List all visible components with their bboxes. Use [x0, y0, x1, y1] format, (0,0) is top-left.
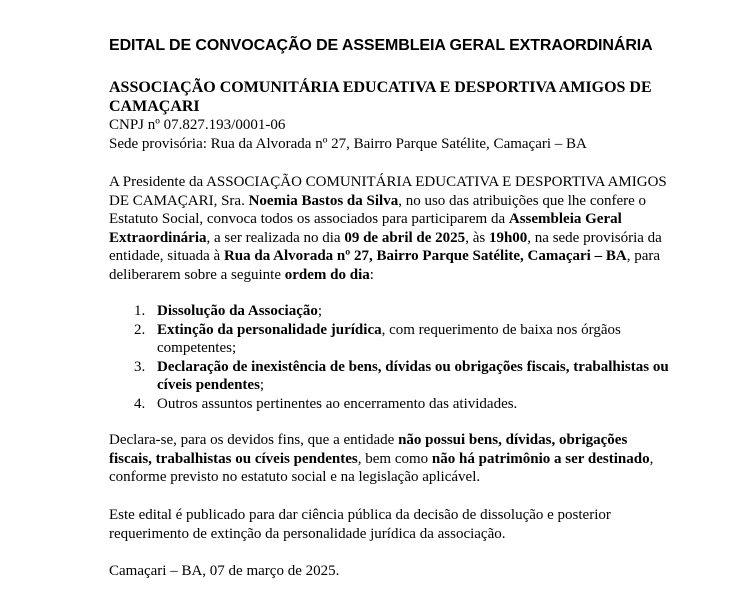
intro-text: A Presidente da ASSOCIAÇÃO COMUNITÁRIA EDUCATIVA E DESPORTIVA AMIGOS DE CAMAÇARI, Sra.	[109, 174, 667, 209]
list-item-number: 3.	[134, 358, 146, 375]
list-item-bold: Declaração de inexistência de bens, dívidas ou obrigações fiscais, trabalhistas ou cíveis pendentes	[157, 358, 669, 393]
assembly-name: Assembleia Geral Extraordinária	[109, 211, 622, 246]
list-item-bold: Dissolução da Associação	[157, 303, 318, 319]
meeting-date: 09 de abril de 2025	[344, 229, 466, 246]
declaration-bold: não possui bens, dívidas, obrigações fiscais, trabalhistas ou cíveis pendentes	[109, 432, 628, 467]
list-item	[109, 321, 669, 358]
agenda-label: ordem do dia	[284, 266, 370, 283]
list-item	[109, 302, 669, 321]
organization-header	[109, 79, 669, 153]
intro-text: , para deliberarem sobre a seguinte	[109, 248, 661, 283]
intro-text: , a ser realizada no dia	[206, 229, 345, 246]
declaration-paragraph	[109, 431, 669, 487]
declaration-text: , bem como	[357, 450, 432, 467]
president-name: Noemia Bastos da Silva	[248, 192, 399, 209]
list-item-number: 2.	[134, 321, 146, 338]
list-item	[109, 358, 669, 395]
list-item-text: , com requerimento de baixa nos órgãos competentes;	[157, 321, 621, 356]
intro-paragraph	[109, 173, 669, 284]
closing-date: Camaçari – BA, 07 de março de 2025.	[109, 563, 340, 579]
organization-cnpj: CNPJ nº 07.827.193/0001-06	[109, 117, 286, 133]
meeting-place: Rua da Alvorada nº 27, Bairro Parque Satélite, Camaçari – BA	[223, 248, 627, 264]
declaration-text: , conforme previsto no estatuto social e na legislação aplicável.	[109, 450, 654, 485]
list-item	[109, 395, 669, 414]
intro-text: , no uso das atribuições que lhe confere o Estatuto Social, convoca todos os associados para participarem da	[109, 192, 647, 227]
declaration-bold: não há patrimônio a ser destinado	[431, 450, 650, 467]
list-item-text: ;	[317, 303, 323, 319]
intro-text: :	[369, 266, 374, 283]
list-item-text: Outros assuntos pertinentes ao encerramento das atividades.	[157, 395, 518, 412]
declaration-text: Declara-se, para os devidos fins, que a entidade	[109, 432, 399, 448]
organization-address: Sede provisória: Rua da Alvorada nº 27, Bairro Parque Satélite, Camaçari – BA	[109, 135, 587, 152]
list-item-text: ;	[259, 377, 265, 393]
publication-paragraph: Este edital é publicado para dar ciência pública da decisão de dissolução e posterior requerimento de extinção da personalidade jurídica da associação.	[109, 507, 611, 542]
intro-text: , na sede provisória da entidade, situada à	[109, 229, 662, 264]
agenda-list	[109, 302, 669, 413]
list-item-bold: Extinção da personalidade jurídica	[157, 321, 382, 338]
intro-text: , às	[465, 229, 489, 246]
organization-name: ASSOCIAÇÃO COMUNITÁRIA EDUCATIVA E DESPORTIVA AMIGOS DE CAMAÇARI	[109, 79, 652, 115]
meeting-time: 19h00	[488, 229, 528, 246]
document-title: EDITAL DE CONVOCAÇÃO DE ASSEMBLEIA GERAL EXTRAORDINÁRIA	[109, 37, 653, 54]
list-item-number: 1.	[134, 303, 146, 319]
list-item-number: 4.	[134, 395, 146, 412]
